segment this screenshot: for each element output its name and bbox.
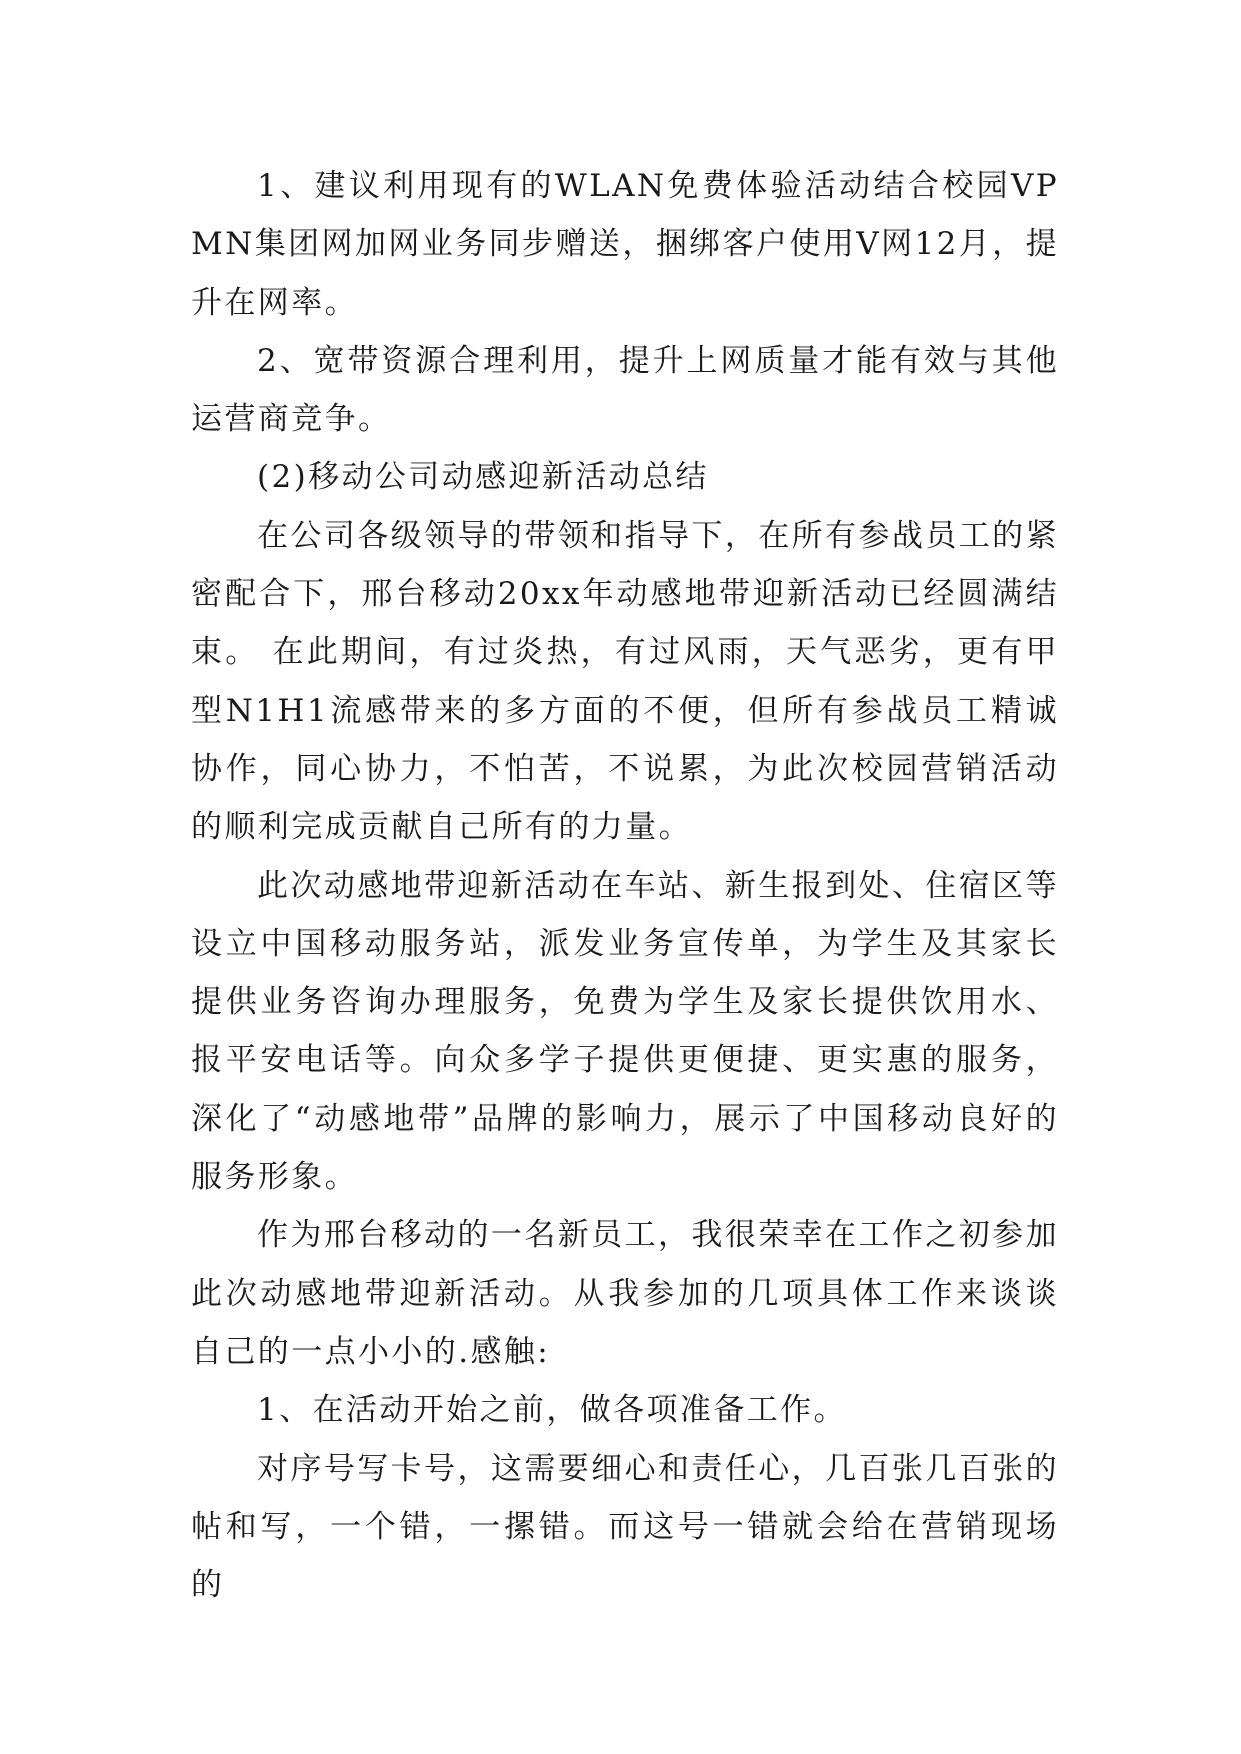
paragraph-intro: 在公司各级领导的带领和指导下，在所有参战员工的紧密配合下，邢台移动20xx年动感地带迎新活动已经圆满结束。 在此期间，有过炎热，有过风雨，天气恶劣，更有甲型N1H1流感带来的多方面的不便，但所有参战员工精诚协作，同心协力，不怕苦，不说累，为此次校园营销活动的顺利完成贡献自己所有的力量。	[191, 517, 1059, 846]
paragraph-activity-description: 此次动感地带迎新活动在车站、新生报到处、住宿区等设立中国移动服务站，派发业务宣传单，为学生及其家长提供业务咨询办理服务，免费为学生及家长提供饮用水、报平安电话等。向众多学子提供更便捷、更实惠的服务，深化了“动感地带”品牌的影响力，展示了中国移动良好的服务形象。	[191, 867, 1059, 1196]
paragraph-preparation-item: 1、在活动开始之前，做各项准备工作。	[257, 1392, 847, 1429]
section-heading: (2)移动公司动感迎新活动总结	[257, 459, 709, 496]
paragraph-broadband-suggestion: 2、宽带资源合理利用，提升上网质量才能有效与其他运营商竞争。	[191, 342, 1059, 438]
paragraph-card-numbering: 对序号写卡号，这需要细心和责任心，几百张几百张的帖和写，一个错，一摞错。而这号一错就会给在营销现场的	[191, 1450, 1059, 1604]
paragraph-wlan-suggestion: 1、建议利用现有的WLAN免费体验活动结合校园VPMN集团网加网业务同步赠送，捆绑客户使用V网12月，提升在网率。	[191, 168, 1059, 321]
paragraph-personal-reflection: 作为邢台移动的一名新员工，我很荣幸在工作之初参加此次动感地带迎新活动。从我参加的几项具体工作来谈谈自己的一点小小的.感触:	[191, 1217, 1059, 1370]
document-body	[191, 157, 1059, 1614]
